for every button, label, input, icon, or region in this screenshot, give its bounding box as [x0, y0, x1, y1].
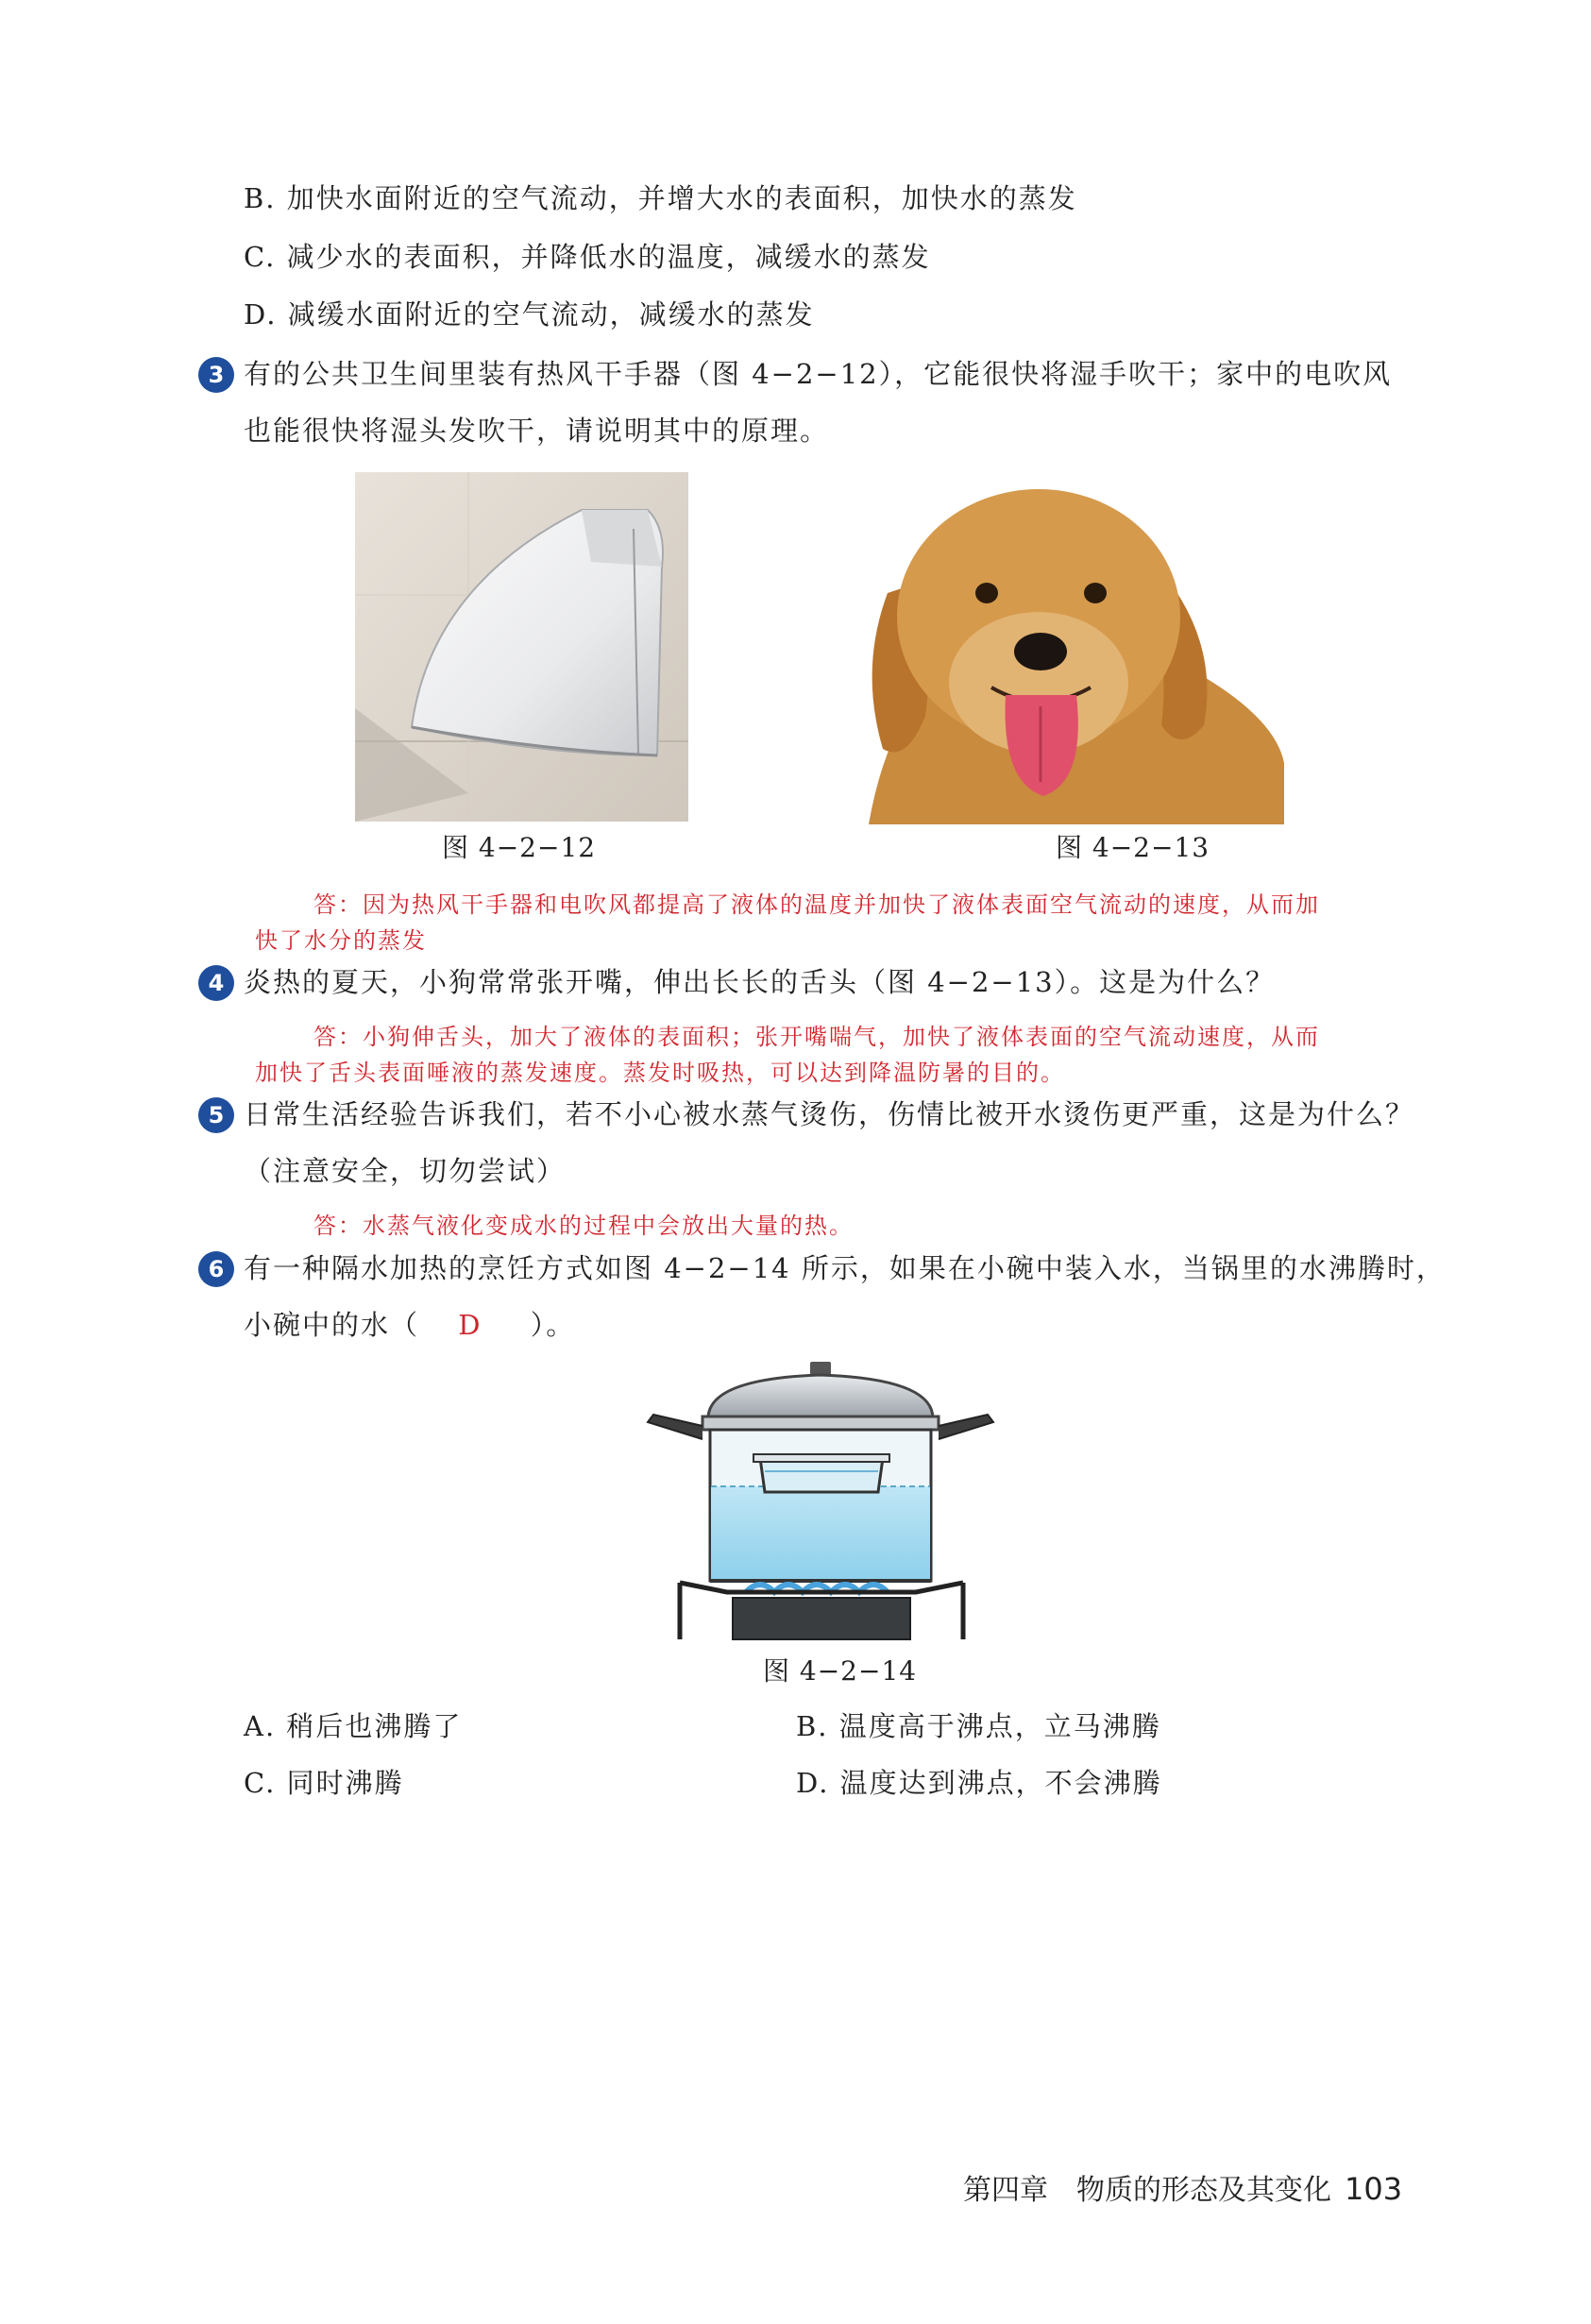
q5-answer-line1: 答：水蒸气液化变成水的过程中会放出大量的热。	[313, 1213, 854, 1239]
option-d: D. 减缓水面附近的空气流动，减缓水的蒸发	[244, 298, 815, 331]
q3-text-line2: 也能很快将湿头发吹干，请说明其中的原理。	[244, 415, 830, 447]
q6-answer: D	[458, 1309, 482, 1341]
question-number-6: 6	[198, 1251, 234, 1287]
q6-option-d: D. 温度达到沸点，不会沸腾	[796, 1767, 1162, 1799]
q6-line2-prefix: 小碗中的水（	[244, 1309, 420, 1341]
question-number-4: 4	[198, 965, 234, 1001]
q3-answer-line1: 答：因为热风干手器和电吹风都提高了液体的温度并加快了液体表面空气流动的速度，从而加	[313, 891, 1320, 918]
chapter-title: 第四章 物质的形态及其变化	[963, 2174, 1331, 2207]
page-number: 103	[1345, 2171, 1403, 2207]
figure-caption-4-2-14: 图 4−2−14	[763, 1655, 918, 1687]
q5-text-line1: 日常生活经验告诉我们，若不小心被水蒸气烫伤，伤情比被开水烫伤更严重，这是为什么？	[244, 1098, 1415, 1130]
double-boiler-image	[642, 1360, 1001, 1643]
q6-option-b: B. 温度高于沸点，立马沸腾	[796, 1710, 1161, 1742]
q6-text-line1: 有一种隔水加热的烹饪方式如图 4−2−14 所示，如果在小碗中装入水，当锅里的水沸腾时，	[244, 1252, 1446, 1284]
question-number-5: 5	[198, 1097, 234, 1133]
page-footer	[963, 2170, 1402, 2210]
q5-text-line2: （注意安全，切勿尝试）	[244, 1155, 567, 1187]
q6-option-c: C. 同时沸腾	[244, 1767, 404, 1799]
q4-text-line1: 炎热的夏天，小狗常常张开嘴，伸出长长的舌头（图 4−2−13）。这是为什么？	[244, 966, 1276, 998]
figure-caption-4-2-13: 图 4−2−13	[1056, 832, 1210, 863]
figure-caption-4-2-12: 图 4−2−12	[442, 832, 597, 863]
q4-answer-line2: 加快了舌头表面唾液的蒸发速度。蒸发时吸热，可以达到降温防暑的目的。	[255, 1060, 1065, 1086]
question-number-3: 3	[198, 357, 234, 393]
option-b: B. 加快水面附近的空气流动，并增大水的表面积，加快水的蒸发	[244, 182, 1077, 214]
q6-text-line2	[244, 1306, 575, 1344]
q3-answer-line2: 快了水分的蒸发	[255, 927, 427, 954]
hand-dryer-image	[355, 472, 688, 822]
q4-answer-line1: 答：小狗伸舌头，加大了液体的表面积；张开嘴喘气，加快了液体表面的空气流动速度，从而	[313, 1024, 1320, 1050]
q6-line2-suffix: ）。	[530, 1309, 576, 1341]
option-c: C. 减少水的表面积，并降低水的温度，减缓水的蒸发	[244, 241, 931, 273]
q3-text-line1: 有的公共卫生间里装有热风干手器（图 4−2−12），它能很快将湿手吹干；家中的电吹风	[244, 358, 1393, 390]
q6-option-a: A. 稍后也沸腾了	[244, 1710, 463, 1742]
dog-image	[831, 480, 1284, 824]
